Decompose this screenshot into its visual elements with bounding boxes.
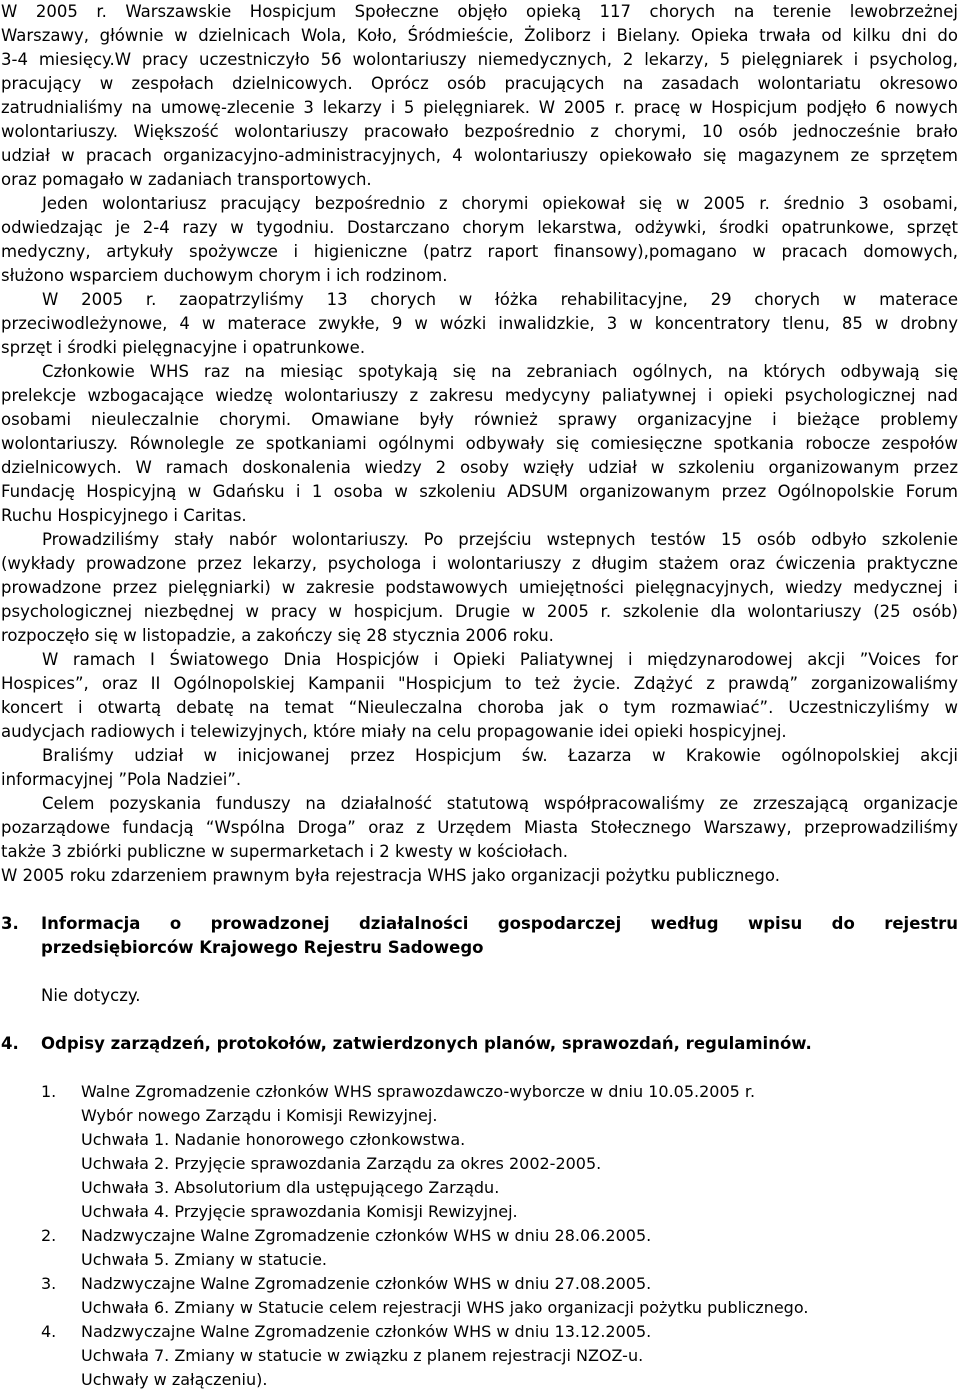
paragraph-line: udział w pracach organizacyjno-administracyjnych, 4 wolontariuszy opiekowało się magazynem ze sprzętem bbox=[1, 146, 958, 165]
list-item-line: Nadzwyczajne Walne Zgromadzenie członków WHS w dniu 28.06.2005. bbox=[81, 1226, 652, 1245]
list-item-line: Uchwała 1. Nadanie honorowego członkowstwa. bbox=[81, 1130, 466, 1149]
paragraph-line: Jeden wolontariusz pracujący bezpośrednio z chorymi opiekował się w 2005 r. średnio 3 osobami, bbox=[42, 194, 958, 213]
list-item-line: Uchwała 2. Przyjęcie sprawozdania Zarządu za okres 2002-2005. bbox=[81, 1154, 602, 1173]
paragraph-line: rozpoczęło się w listopadzie, a zakończy się 28 stycznia 2006 roku. bbox=[1, 626, 554, 645]
paragraph-line: wolontariuszy. Równolegle ze spotkaniami ogólnymi odbywały się comiesięczne spotkania robocze zespołów bbox=[1, 434, 958, 453]
list-item bbox=[0, 1320, 958, 1392]
list-item bbox=[0, 1272, 958, 1320]
paragraph-line: informacyjnej ”Pola Nadziei”. bbox=[1, 770, 242, 789]
paragraph-line: audycjach radiowych i telewizyjnych, które miały na celu propagowanie idei opieki hospicyjnej. bbox=[1, 722, 787, 741]
paragraph-line: W 2005 roku zdarzeniem prawnym była rejestracja WHS jako organizacji pożytku publicznego. bbox=[1, 866, 780, 885]
paragraph-line: 3-4 miesięcy.W pracy uczestniczyło 56 wolontariuszy niemedycznych, 2 lekarzy, 5 pielęgniarek i psycholog, bbox=[1, 50, 958, 69]
paragraph-line: Warszawy, głównie w dzielnicach Wola, Koło, Śródmieście, Żoliborz i Bielany. Opieka trwała od kilku dni do bbox=[1, 26, 958, 45]
paragraph-line: sprzęt i środki pielęgnacyjne i opatrunkowe. bbox=[1, 338, 366, 357]
section-3-body: Nie dotyczy. bbox=[41, 986, 141, 1005]
paragraph-line: osobami nieuleczalnie chorymi. Omawiane były również sprawy organizacyjne i bieżące problemy bbox=[1, 410, 958, 429]
section-heading-line: Odpisy zarządzeń, protokołów, zatwierdzonych planów, sprawozdań, regulaminów. bbox=[41, 1034, 812, 1053]
list-item-line: Uchwała 6. Zmiany w Statucie celem rejestracji WHS jako organizacji pożytku publicznego. bbox=[81, 1298, 809, 1317]
paragraph-line: W 2005 r. zaopatrzyliśmy 13 chorych w łóżka rehabilitacyjne, 29 chorych w materace bbox=[42, 290, 958, 309]
paragraph-line: Hospices”, oraz II Ogólnopolskiej Kampanii "Hospicjum to też życie. Zdążyć z prawdą” zorganizowaliśmy bbox=[1, 674, 958, 693]
list-item-line: Uchwała 5. Zmiany w statucie. bbox=[81, 1250, 327, 1269]
paragraph bbox=[0, 744, 958, 792]
list-item-line: Walne Zgromadzenie członków WHS sprawozdawczo-wyborcze w dniu 10.05.2005 r. bbox=[81, 1082, 756, 1101]
paragraph-line: pozarządowe fundacją “Wspólna Droga” oraz z Urzędem Miasta Stołecznego Warszawy, przeprowadziliśmy bbox=[1, 818, 958, 837]
list-item-line: Uchwały w załączeniu). bbox=[81, 1370, 268, 1389]
paragraph bbox=[0, 648, 958, 744]
paragraph bbox=[0, 792, 958, 864]
paragraph-line: Członkowie WHS raz na miesiąc spotykają się na zebraniach ogólnych, na których odbywają się bbox=[42, 362, 958, 381]
list-item bbox=[0, 1080, 958, 1224]
paragraph-line: W ramach I Światowego Dnia Hospicjów i Opieki Paliatywnej i międzynarodowej akcji ”Voices for bbox=[42, 650, 958, 669]
section-4-heading bbox=[0, 1032, 958, 1056]
paragraph bbox=[0, 0, 958, 192]
list-item-line: Nadzwyczajne Walne Zgromadzenie członków WHS w dniu 27.08.2005. bbox=[81, 1274, 652, 1293]
paragraph-line: wolontariuszy. Większość wolontariuszy pracowało bezpośrednio z chorymi, 10 osób jednocześnie brało bbox=[1, 122, 958, 141]
paragraph-line: Fundację Hospicyjną w Gdańsku i 1 osoba w szkoleniu ADSUM organizowanym przez Ogólnopolskie Forum bbox=[1, 482, 958, 501]
paragraph-line: pracujący w zespołach dzielnicowych. Oprócz osób pracujących na zasadach wolontariatu okresowo bbox=[1, 74, 958, 93]
paragraph-line: odwiedzając je 2-4 razy w tygodniu. Dostarczano chorym lekarstwa, odżywki, środki opatrunkowe, sprzęt bbox=[1, 218, 958, 237]
paragraph-line: dzielnicowych. W ramach doskonalenia wiedzy 2 osoby wzięły udział w szkoleniu organizowanym przez bbox=[1, 458, 958, 477]
paragraph-line: koncert i otwartą debatę na temat “Nieuleczalna choroba jak o tym rozmawiać”. Uczestniczyliśmy w bbox=[1, 698, 958, 717]
paragraph-line: Prowadziliśmy stały nabór wolontariuszy. Po przejściu wstepnych testów 15 osób odbyło szkolenie bbox=[42, 530, 958, 549]
section-heading-line: przedsiębiorców Krajowego Rejestru Sadowego bbox=[41, 938, 484, 957]
list-item-number: 3. bbox=[41, 1274, 57, 1293]
paragraph bbox=[0, 192, 958, 288]
paragraph-line: (wykłady prowadzone przez lekarzy, psychologa i wolontariuszy z długim stażem oraz ćwiczenia praktyczne bbox=[1, 554, 958, 573]
paragraph-line: prowadzone przez pielęgniarki) w zakresie podstawowych umiejętności pielęgnacyjnych, wiedzy medycznej i bbox=[1, 578, 958, 597]
paragraph bbox=[0, 360, 958, 528]
list-item-number: 1. bbox=[41, 1082, 57, 1101]
paragraph-line: Celem pozyskania funduszy na działalność statutową współpracowaliśmy ze zrzeszającą organizacje bbox=[42, 794, 958, 813]
paragraph-line: medyczny, artykuły spożywcze i higieniczne (patrz raport finansowy),pomagano w pracach domowych, bbox=[1, 242, 958, 261]
list-item-line: Uchwała 3. Absolutorium dla ustępującego Zarządu. bbox=[81, 1178, 500, 1197]
paragraph-line: Braliśmy udział w inicjowanej przez Hospicjum św. Łazarza w Krakowie ogólnopolskiej akcji bbox=[42, 746, 958, 765]
paragraph-line: W 2005 r. Warszawskie Hospicjum Społeczne objęło opieką 117 chorych na terenie lewobrzeżnej bbox=[1, 2, 958, 21]
list-item-line: Uchwała 4. Przyjęcie sprawozdania Komisji Rewizyjnej. bbox=[81, 1202, 518, 1221]
list-item-number: 4. bbox=[41, 1322, 57, 1341]
section-number: 4. bbox=[1, 1034, 19, 1053]
paragraph bbox=[0, 528, 958, 648]
paragraph-line: Ruchu Hospicyjnego i Caritas. bbox=[1, 506, 247, 525]
list-item-line: Nadzwyczajne Walne Zgromadzenie członków WHS w dniu 13.12.2005. bbox=[81, 1322, 652, 1341]
paragraph-line: oraz pomagało w zadaniach transportowych. bbox=[1, 170, 372, 189]
list-item-line: Wybór nowego Zarządu i Komisji Rewizyjnej. bbox=[81, 1106, 438, 1125]
paragraph-line: prelekcje wzbogacające wiedzę wolontariuszy z zakresu medycyny paliatywnej i opieki psychologicznej nad bbox=[1, 386, 958, 405]
list-item bbox=[0, 1224, 958, 1272]
list-item-line: Uchwała 7. Zmiany w statucie w związku z planem rejestracji NZOZ-u. bbox=[81, 1346, 644, 1365]
section-4-list bbox=[0, 1080, 958, 1392]
paragraph bbox=[0, 288, 958, 360]
paragraph-line: psychologicznej niezbędnej w pracy w hospicjum. Drugie w 2005 r. szkolenie dla wolontariuszy (25 osób) bbox=[1, 602, 958, 621]
section-number: 3. bbox=[1, 914, 19, 933]
section-heading-line: Informacja o prowadzonej działalności gospodarczej według wpisu do rejestru bbox=[41, 914, 958, 933]
paragraph bbox=[0, 864, 958, 888]
paragraph-line: zatrudnialiśmy na umowę-zlecenie 3 lekarzy i 5 pielęgniarek. W 2005 r. pracę w Hospicjum podjęło 6 nowych bbox=[1, 98, 958, 117]
paragraph-line: służono wsparciem duchowym chorym i ich rodzinom. bbox=[1, 266, 448, 285]
list-item-number: 2. bbox=[41, 1226, 57, 1245]
paragraph-line: przeciwodleżynowe, 4 w materace zwykłe, 9 w wózki inwalidzkie, 3 w koncentratory tlenu, 85 w drobny bbox=[1, 314, 958, 333]
section-3-heading bbox=[0, 912, 958, 960]
paragraph-line: także 3 zbiórki publiczne w supermarketach i 2 kwesty w kościołach. bbox=[1, 842, 569, 861]
